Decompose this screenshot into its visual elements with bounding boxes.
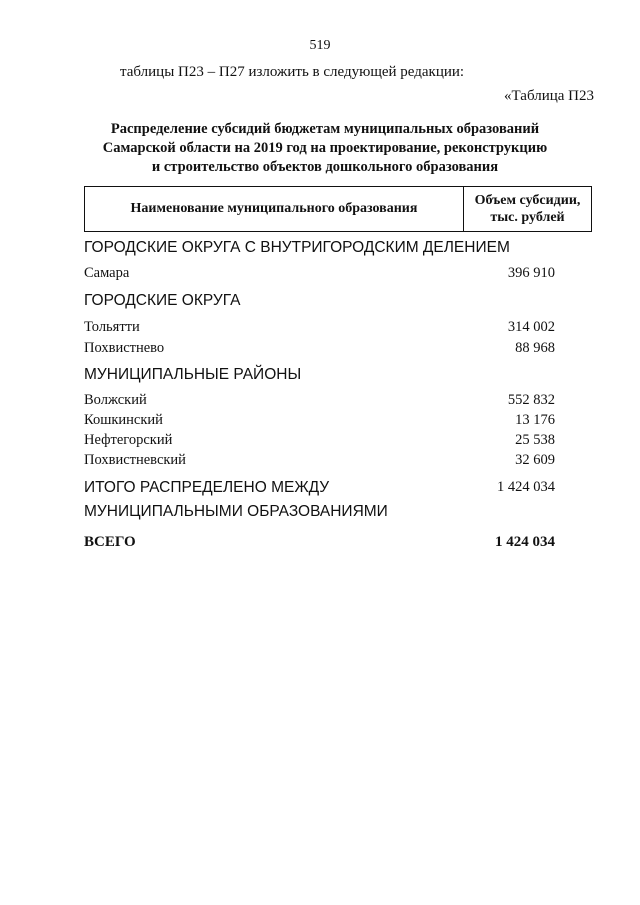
table-header bbox=[84, 186, 592, 232]
page-number: 519 bbox=[309, 38, 331, 53]
document-title bbox=[60, 120, 590, 177]
title-line-3: и строительство объектов дошкольного образования bbox=[151, 159, 499, 175]
row-name: Нефтегорский bbox=[84, 432, 173, 448]
section-title: МУНИЦИПАЛЬНЫЕ РАЙОНЫ bbox=[84, 366, 302, 383]
header-name-cell: Наименование муниципального образования bbox=[85, 187, 464, 231]
row-value: 88 968 bbox=[515, 340, 555, 356]
header-value-line-1: Объем субсидии, bbox=[474, 193, 581, 208]
row-name: Похвистнево bbox=[84, 340, 165, 356]
grand-total-value: 1 424 034 bbox=[495, 534, 555, 550]
row-name: Кошкинский bbox=[84, 412, 163, 428]
grand-total-label: ВСЕГО bbox=[84, 534, 136, 550]
header-value-cell bbox=[464, 187, 591, 231]
row-name: Похвистневский bbox=[84, 452, 186, 468]
table-reference: «Таблица П23 bbox=[504, 88, 594, 104]
total-label bbox=[84, 476, 388, 524]
row-value: 552 832 bbox=[507, 392, 555, 408]
intro-text: таблицы П23 – П27 изложить в следующей редакции: bbox=[120, 64, 465, 80]
row-value: 32 609 bbox=[515, 452, 555, 468]
row-value: 314 002 bbox=[507, 319, 555, 335]
section-title: ГОРОДСКИЕ ОКРУГА bbox=[84, 292, 241, 309]
row-name: Самара bbox=[84, 265, 130, 281]
total-label-line-2: МУНИЦИПАЛЬНЫМИ ОБРАЗОВАНИЯМИ bbox=[84, 503, 388, 520]
row-name: Тольятти bbox=[84, 319, 140, 335]
row-value: 396 910 bbox=[507, 265, 555, 281]
total-value: 1 424 034 bbox=[497, 479, 555, 495]
section-title: ГОРОДСКИЕ ОКРУГА С ВНУТРИГОРОДСКИМ ДЕЛЕНИЕМ bbox=[84, 239, 510, 256]
total-label-line-1: ИТОГО РАСПРЕДЕЛЕНО МЕЖДУ bbox=[84, 479, 330, 496]
title-line-2: Самарской области на 2019 год на проектирование, реконструкцию bbox=[102, 140, 548, 156]
header-value-line-2: тыс. рублей bbox=[490, 210, 565, 225]
row-value: 25 538 bbox=[515, 432, 555, 448]
title-line-1: Распределение субсидий бюджетам муниципальных образований bbox=[110, 121, 540, 137]
row-value: 13 176 bbox=[515, 412, 555, 428]
row-name: Волжский bbox=[84, 392, 147, 408]
